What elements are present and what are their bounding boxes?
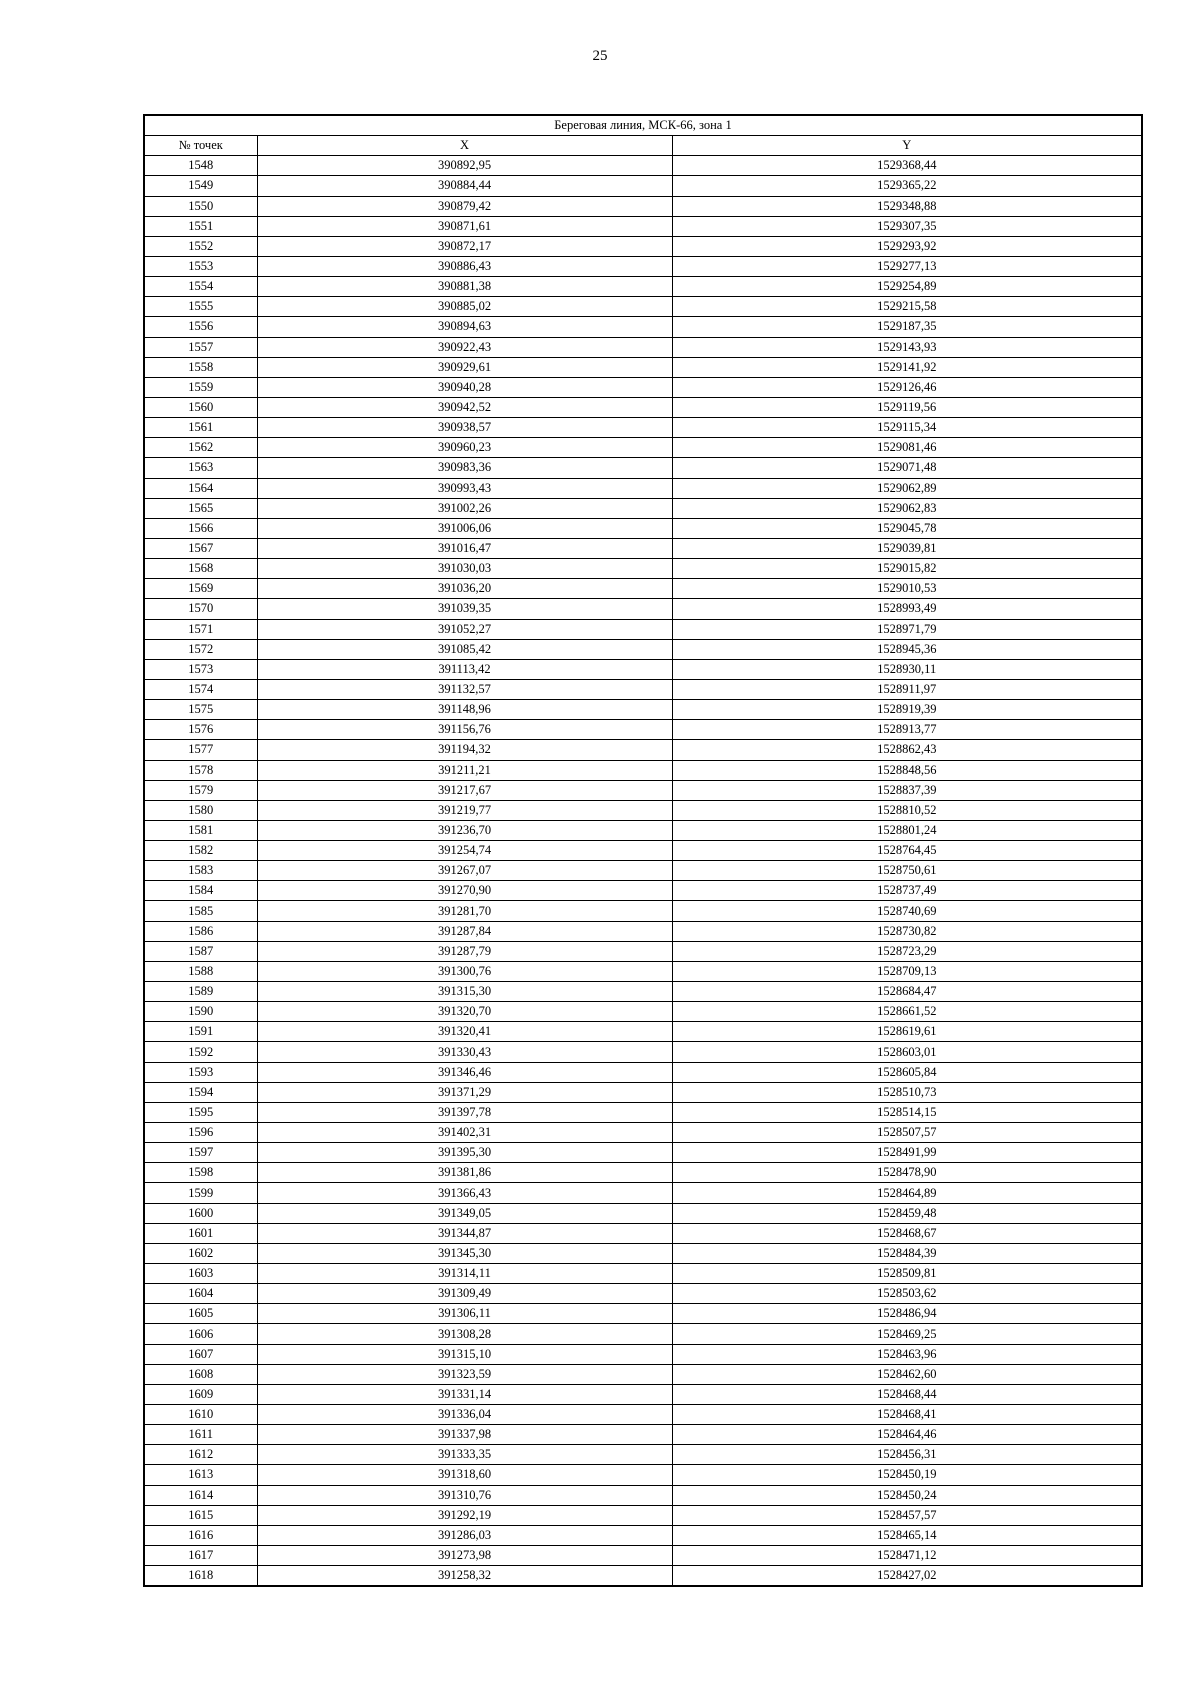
table-row: [144, 800, 1142, 820]
table-row: [144, 478, 1142, 498]
table-body: [144, 156, 1142, 1586]
point-number-cell: 1615: [144, 1505, 257, 1525]
table-row: [144, 1183, 1142, 1203]
point-number-cell: 1613: [144, 1465, 257, 1485]
x-coordinate-cell: 391236,70: [257, 820, 672, 840]
table-row: [144, 1243, 1142, 1263]
table-row: [144, 297, 1142, 317]
table-row: [144, 236, 1142, 256]
point-number-cell: 1590: [144, 1002, 257, 1022]
y-coordinate-cell: 1529015,82: [672, 559, 1142, 579]
x-coordinate-cell: 391314,11: [257, 1264, 672, 1284]
table-row: [144, 1485, 1142, 1505]
table-row: [144, 156, 1142, 176]
table-row: [144, 1102, 1142, 1122]
y-coordinate-cell: 1528919,39: [672, 700, 1142, 720]
table-row: [144, 1566, 1142, 1587]
x-coordinate-cell: 390872,17: [257, 236, 672, 256]
point-number-cell: 1552: [144, 236, 257, 256]
table-row: [144, 337, 1142, 357]
point-number-cell: 1588: [144, 961, 257, 981]
x-coordinate-cell: 390879,42: [257, 196, 672, 216]
x-coordinate-cell: 391320,41: [257, 1022, 672, 1042]
point-number-cell: 1603: [144, 1264, 257, 1284]
point-number-cell: 1562: [144, 438, 257, 458]
table-row: [144, 1465, 1142, 1485]
y-coordinate-cell: 1528464,46: [672, 1425, 1142, 1445]
coordinates-table: [143, 114, 1143, 1587]
y-coordinate-cell: 1528848,56: [672, 760, 1142, 780]
point-number-cell: 1618: [144, 1566, 257, 1587]
x-coordinate-cell: 391345,30: [257, 1243, 672, 1263]
table-row: [144, 458, 1142, 478]
point-number-cell: 1578: [144, 760, 257, 780]
point-number-cell: 1568: [144, 559, 257, 579]
x-coordinate-cell: 391036,20: [257, 579, 672, 599]
y-coordinate-cell: 1529081,46: [672, 438, 1142, 458]
table-row: [144, 216, 1142, 236]
x-coordinate-cell: 390942,52: [257, 397, 672, 417]
point-number-cell: 1592: [144, 1042, 257, 1062]
x-coordinate-cell: 391286,03: [257, 1525, 672, 1545]
table-row: [144, 1425, 1142, 1445]
y-coordinate-cell: 1528510,73: [672, 1082, 1142, 1102]
x-coordinate-cell: 390871,61: [257, 216, 672, 236]
x-coordinate-cell: 391346,46: [257, 1062, 672, 1082]
y-coordinate-cell: 1528509,81: [672, 1264, 1142, 1284]
x-coordinate-cell: 390892,95: [257, 156, 672, 176]
x-coordinate-cell: 390885,02: [257, 297, 672, 317]
x-coordinate-cell: 391331,14: [257, 1384, 672, 1404]
y-coordinate-cell: 1528468,44: [672, 1384, 1142, 1404]
table-row: [144, 418, 1142, 438]
x-coordinate-cell: 391402,31: [257, 1123, 672, 1143]
table-row: [144, 820, 1142, 840]
x-coordinate-cell: 391113,42: [257, 659, 672, 679]
point-number-cell: 1604: [144, 1284, 257, 1304]
point-number-cell: 1606: [144, 1324, 257, 1344]
table-row: [144, 1324, 1142, 1344]
y-coordinate-cell: 1528514,15: [672, 1102, 1142, 1122]
x-coordinate-cell: 391002,26: [257, 498, 672, 518]
point-number-cell: 1612: [144, 1445, 257, 1465]
x-coordinate-cell: 391366,43: [257, 1183, 672, 1203]
table-row: [144, 1384, 1142, 1404]
table-row: [144, 1545, 1142, 1565]
y-coordinate-cell: 1529277,13: [672, 256, 1142, 276]
y-coordinate-cell: 1529045,78: [672, 518, 1142, 538]
table-row: [144, 1284, 1142, 1304]
x-coordinate-cell: 391217,67: [257, 780, 672, 800]
point-number-cell: 1598: [144, 1163, 257, 1183]
y-coordinate-cell: 1528450,24: [672, 1485, 1142, 1505]
table-row: [144, 1405, 1142, 1425]
table-row: [144, 1203, 1142, 1223]
column-header-point-number: № точек: [144, 136, 257, 156]
x-coordinate-cell: 390922,43: [257, 337, 672, 357]
table-row: [144, 639, 1142, 659]
point-number-cell: 1572: [144, 639, 257, 659]
point-number-cell: 1600: [144, 1203, 257, 1223]
point-number-cell: 1576: [144, 720, 257, 740]
table-row: [144, 780, 1142, 800]
y-coordinate-cell: 1528468,67: [672, 1223, 1142, 1243]
x-coordinate-cell: 391052,27: [257, 619, 672, 639]
table-row: [144, 1445, 1142, 1465]
x-coordinate-cell: 391292,19: [257, 1505, 672, 1525]
point-number-cell: 1575: [144, 700, 257, 720]
y-coordinate-cell: 1529293,92: [672, 236, 1142, 256]
point-number-cell: 1583: [144, 861, 257, 881]
x-coordinate-cell: 391219,77: [257, 800, 672, 820]
x-coordinate-cell: 391315,10: [257, 1344, 672, 1364]
y-coordinate-cell: 1528723,29: [672, 941, 1142, 961]
y-coordinate-cell: 1528709,13: [672, 961, 1142, 981]
y-coordinate-cell: 1528450,19: [672, 1465, 1142, 1485]
point-number-cell: 1593: [144, 1062, 257, 1082]
point-number-cell: 1577: [144, 740, 257, 760]
table-row: [144, 901, 1142, 921]
x-coordinate-cell: 391006,06: [257, 518, 672, 538]
point-number-cell: 1595: [144, 1102, 257, 1122]
table-row: [144, 579, 1142, 599]
point-number-cell: 1582: [144, 841, 257, 861]
y-coordinate-cell: 1528464,89: [672, 1183, 1142, 1203]
x-coordinate-cell: 391371,29: [257, 1082, 672, 1102]
y-coordinate-cell: 1528484,39: [672, 1243, 1142, 1263]
y-coordinate-cell: 1528456,31: [672, 1445, 1142, 1465]
point-number-cell: 1556: [144, 317, 257, 337]
x-coordinate-cell: 391194,32: [257, 740, 672, 760]
point-number-cell: 1558: [144, 357, 257, 377]
y-coordinate-cell: 1528737,49: [672, 881, 1142, 901]
y-coordinate-cell: 1528661,52: [672, 1002, 1142, 1022]
table-row: [144, 559, 1142, 579]
table-row: [144, 760, 1142, 780]
y-coordinate-cell: 1528459,48: [672, 1203, 1142, 1223]
point-number-cell: 1609: [144, 1384, 257, 1404]
y-coordinate-cell: 1528457,57: [672, 1505, 1142, 1525]
point-number-cell: 1617: [144, 1545, 257, 1565]
table-row: [144, 176, 1142, 196]
point-number-cell: 1557: [144, 337, 257, 357]
table-row: [144, 861, 1142, 881]
y-coordinate-cell: 1528740,69: [672, 901, 1142, 921]
x-coordinate-cell: 390938,57: [257, 418, 672, 438]
table-row: [144, 1022, 1142, 1042]
point-number-cell: 1580: [144, 800, 257, 820]
table-row: [144, 700, 1142, 720]
point-number-cell: 1567: [144, 538, 257, 558]
x-coordinate-cell: 391397,78: [257, 1102, 672, 1122]
table-row: [144, 982, 1142, 1002]
x-coordinate-cell: 391085,42: [257, 639, 672, 659]
x-coordinate-cell: 391016,47: [257, 538, 672, 558]
y-coordinate-cell: 1528764,45: [672, 841, 1142, 861]
y-coordinate-cell: 1528930,11: [672, 659, 1142, 679]
x-coordinate-cell: 390884,44: [257, 176, 672, 196]
x-coordinate-cell: 390929,61: [257, 357, 672, 377]
x-coordinate-cell: 391349,05: [257, 1203, 672, 1223]
x-coordinate-cell: 390993,43: [257, 478, 672, 498]
table-row: [144, 619, 1142, 639]
x-coordinate-cell: 391300,76: [257, 961, 672, 981]
point-number-cell: 1566: [144, 518, 257, 538]
x-coordinate-cell: 391333,35: [257, 1445, 672, 1465]
table-row: [144, 1223, 1142, 1243]
x-coordinate-cell: 391156,76: [257, 720, 672, 740]
y-coordinate-cell: 1528427,02: [672, 1566, 1142, 1587]
y-coordinate-cell: 1529307,35: [672, 216, 1142, 236]
x-coordinate-cell: 390960,23: [257, 438, 672, 458]
point-number-cell: 1602: [144, 1243, 257, 1263]
y-coordinate-cell: 1529143,93: [672, 337, 1142, 357]
table-row: [144, 659, 1142, 679]
page-number: 25: [592, 48, 608, 64]
point-number-cell: 1601: [144, 1223, 257, 1243]
point-number-cell: 1616: [144, 1525, 257, 1545]
table-row: [144, 518, 1142, 538]
y-coordinate-cell: 1528507,57: [672, 1123, 1142, 1143]
point-number-cell: 1614: [144, 1485, 257, 1505]
y-coordinate-cell: 1529010,53: [672, 579, 1142, 599]
point-number-cell: 1584: [144, 881, 257, 901]
y-coordinate-cell: 1529187,35: [672, 317, 1142, 337]
point-number-cell: 1573: [144, 659, 257, 679]
table-row: [144, 1163, 1142, 1183]
y-coordinate-cell: 1528862,43: [672, 740, 1142, 760]
table-row: [144, 921, 1142, 941]
table-row: [144, 317, 1142, 337]
y-coordinate-cell: 1528462,60: [672, 1364, 1142, 1384]
y-coordinate-cell: 1529071,48: [672, 458, 1142, 478]
point-number-cell: 1571: [144, 619, 257, 639]
y-coordinate-cell: 1529365,22: [672, 176, 1142, 196]
table-row: [144, 277, 1142, 297]
point-number-cell: 1550: [144, 196, 257, 216]
point-number-cell: 1605: [144, 1304, 257, 1324]
x-coordinate-cell: 391318,60: [257, 1465, 672, 1485]
table-row: [144, 256, 1142, 276]
y-coordinate-cell: 1529348,88: [672, 196, 1142, 216]
x-coordinate-cell: 391308,28: [257, 1324, 672, 1344]
point-number-cell: 1574: [144, 679, 257, 699]
x-coordinate-cell: 391267,07: [257, 861, 672, 881]
point-number-cell: 1596: [144, 1123, 257, 1143]
x-coordinate-cell: 391254,74: [257, 841, 672, 861]
y-coordinate-cell: 1528730,82: [672, 921, 1142, 941]
x-coordinate-cell: 391287,79: [257, 941, 672, 961]
point-number-cell: 1579: [144, 780, 257, 800]
point-number-cell: 1581: [144, 820, 257, 840]
y-coordinate-cell: 1528486,94: [672, 1304, 1142, 1324]
point-number-cell: 1591: [144, 1022, 257, 1042]
y-coordinate-cell: 1528491,99: [672, 1143, 1142, 1163]
point-number-cell: 1561: [144, 418, 257, 438]
y-coordinate-cell: 1528911,97: [672, 679, 1142, 699]
table-title: Береговая линия, МСК-66, зона 1: [144, 115, 1142, 136]
x-coordinate-cell: 391310,76: [257, 1485, 672, 1505]
table-row: [144, 720, 1142, 740]
table-row: [144, 1082, 1142, 1102]
x-coordinate-cell: 391395,30: [257, 1143, 672, 1163]
x-coordinate-cell: 390881,38: [257, 277, 672, 297]
table-header-row: [144, 136, 1142, 156]
y-coordinate-cell: 1528750,61: [672, 861, 1142, 881]
x-coordinate-cell: 391315,30: [257, 982, 672, 1002]
point-number-cell: 1569: [144, 579, 257, 599]
point-number-cell: 1565: [144, 498, 257, 518]
y-coordinate-cell: 1528945,36: [672, 639, 1142, 659]
table-row: [144, 538, 1142, 558]
table-row: [144, 1344, 1142, 1364]
y-coordinate-cell: 1528468,41: [672, 1405, 1142, 1425]
x-coordinate-cell: 391287,84: [257, 921, 672, 941]
point-number-cell: 1554: [144, 277, 257, 297]
point-number-cell: 1570: [144, 599, 257, 619]
y-coordinate-cell: 1529062,89: [672, 478, 1142, 498]
column-header-y: Y: [672, 136, 1142, 156]
table-row: [144, 196, 1142, 216]
x-coordinate-cell: 390983,36: [257, 458, 672, 478]
y-coordinate-cell: 1529141,92: [672, 357, 1142, 377]
table-row: [144, 1304, 1142, 1324]
table-row: [144, 498, 1142, 518]
point-number-cell: 1553: [144, 256, 257, 276]
y-coordinate-cell: 1528478,90: [672, 1163, 1142, 1183]
column-header-x: X: [257, 136, 672, 156]
y-coordinate-cell: 1528801,24: [672, 820, 1142, 840]
y-coordinate-cell: 1529062,83: [672, 498, 1142, 518]
point-number-cell: 1597: [144, 1143, 257, 1163]
x-coordinate-cell: 391030,03: [257, 559, 672, 579]
table-row: [144, 1525, 1142, 1545]
table-row: [144, 1062, 1142, 1082]
x-coordinate-cell: 391281,70: [257, 901, 672, 921]
table-row: [144, 1002, 1142, 1022]
x-coordinate-cell: 390940,28: [257, 377, 672, 397]
table-row: [144, 1042, 1142, 1062]
x-coordinate-cell: 391344,87: [257, 1223, 672, 1243]
y-coordinate-cell: 1528810,52: [672, 800, 1142, 820]
x-coordinate-cell: 391337,98: [257, 1425, 672, 1445]
point-number-cell: 1585: [144, 901, 257, 921]
table-row: [144, 438, 1142, 458]
point-number-cell: 1564: [144, 478, 257, 498]
x-coordinate-cell: 391273,98: [257, 1545, 672, 1565]
y-coordinate-cell: 1529368,44: [672, 156, 1142, 176]
point-number-cell: 1587: [144, 941, 257, 961]
table-row: [144, 941, 1142, 961]
y-coordinate-cell: 1529126,46: [672, 377, 1142, 397]
table-row: [144, 961, 1142, 981]
table-row: [144, 740, 1142, 760]
table-row: [144, 357, 1142, 377]
y-coordinate-cell: 1529215,58: [672, 297, 1142, 317]
table-row: [144, 599, 1142, 619]
y-coordinate-cell: 1528619,61: [672, 1022, 1142, 1042]
x-coordinate-cell: 391381,86: [257, 1163, 672, 1183]
x-coordinate-cell: 391258,32: [257, 1566, 672, 1587]
table-row: [144, 881, 1142, 901]
table-row: [144, 1123, 1142, 1143]
table-row: [144, 377, 1142, 397]
x-coordinate-cell: 391211,21: [257, 760, 672, 780]
x-coordinate-cell: 391148,96: [257, 700, 672, 720]
y-coordinate-cell: 1528993,49: [672, 599, 1142, 619]
point-number-cell: 1610: [144, 1405, 257, 1425]
y-coordinate-cell: 1528463,96: [672, 1344, 1142, 1364]
point-number-cell: 1611: [144, 1425, 257, 1445]
table-title-row: [144, 115, 1142, 136]
point-number-cell: 1607: [144, 1344, 257, 1364]
y-coordinate-cell: 1528471,12: [672, 1545, 1142, 1565]
table-row: [144, 1505, 1142, 1525]
x-coordinate-cell: 390894,63: [257, 317, 672, 337]
y-coordinate-cell: 1529119,56: [672, 397, 1142, 417]
x-coordinate-cell: 391309,49: [257, 1284, 672, 1304]
point-number-cell: 1563: [144, 458, 257, 478]
y-coordinate-cell: 1528605,84: [672, 1062, 1142, 1082]
point-number-cell: 1549: [144, 176, 257, 196]
y-coordinate-cell: 1528603,01: [672, 1042, 1142, 1062]
y-coordinate-cell: 1528837,39: [672, 780, 1142, 800]
point-number-cell: 1594: [144, 1082, 257, 1102]
x-coordinate-cell: 391270,90: [257, 881, 672, 901]
x-coordinate-cell: 391306,11: [257, 1304, 672, 1324]
table-row: [144, 679, 1142, 699]
x-coordinate-cell: 391132,57: [257, 679, 672, 699]
y-coordinate-cell: 1528465,14: [672, 1525, 1142, 1545]
y-coordinate-cell: 1528503,62: [672, 1284, 1142, 1304]
point-number-cell: 1608: [144, 1364, 257, 1384]
y-coordinate-cell: 1528684,47: [672, 982, 1142, 1002]
y-coordinate-cell: 1528469,25: [672, 1324, 1142, 1344]
table-row: [144, 1364, 1142, 1384]
point-number-cell: 1599: [144, 1183, 257, 1203]
table-row: [144, 1264, 1142, 1284]
x-coordinate-cell: 391336,04: [257, 1405, 672, 1425]
y-coordinate-cell: 1529039,81: [672, 538, 1142, 558]
point-number-cell: 1586: [144, 921, 257, 941]
x-coordinate-cell: 391330,43: [257, 1042, 672, 1062]
x-coordinate-cell: 390886,43: [257, 256, 672, 276]
y-coordinate-cell: 1529115,34: [672, 418, 1142, 438]
point-number-cell: 1551: [144, 216, 257, 236]
x-coordinate-cell: 391323,59: [257, 1364, 672, 1384]
y-coordinate-cell: 1528971,79: [672, 619, 1142, 639]
point-number-cell: 1560: [144, 397, 257, 417]
table-row: [144, 397, 1142, 417]
y-coordinate-cell: 1528913,77: [672, 720, 1142, 740]
point-number-cell: 1555: [144, 297, 257, 317]
table-row: [144, 841, 1142, 861]
point-number-cell: 1548: [144, 156, 257, 176]
point-number-cell: 1559: [144, 377, 257, 397]
x-coordinate-cell: 391320,70: [257, 1002, 672, 1022]
x-coordinate-cell: 391039,35: [257, 599, 672, 619]
point-number-cell: 1589: [144, 982, 257, 1002]
table-row: [144, 1143, 1142, 1163]
y-coordinate-cell: 1529254,89: [672, 277, 1142, 297]
